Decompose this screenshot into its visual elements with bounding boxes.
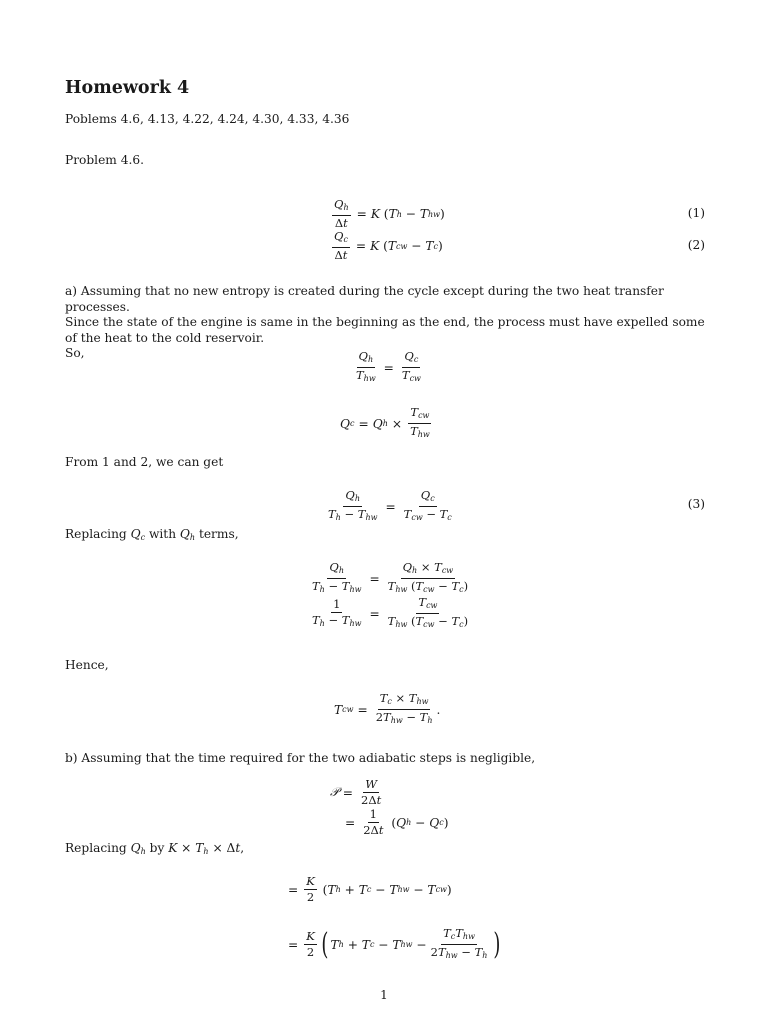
equation-power-3: = $\frac{K}{2}$ ( T h + T c − T hw − T cw ) bbox=[288, 874, 452, 904]
page-title: Homework 4 bbox=[65, 78, 190, 98]
equation-power-1: 𝒫 = $\frac{W}{2\Delta t}$ bbox=[330, 777, 382, 807]
so-text: So, bbox=[65, 346, 85, 360]
equation-power-4: = $\frac{K}{2}$ ( T h + T c − T hw − $\frac{T_cT_{hw}}{2T_{hw} - T_h}$ ) bbox=[288, 926, 501, 962]
from-text: From 1 and 2, we can get bbox=[65, 455, 224, 469]
equation-3: $\frac{Q_h}{T_h - T_{hw}}$ = $\frac{Q_c}{T_{cw} - T_c}$ bbox=[328, 488, 452, 522]
equation-qc: Q c = Q h × $\frac{T_{cw}}{T_{hw}}$ bbox=[340, 405, 430, 439]
equation-1: $\frac{Q_h}{\Delta t}$ = K ( T h − T hw ) bbox=[334, 197, 445, 230]
equation-power-2: = $\frac{1}{2\Delta t}$ ( Q h − Q c ) bbox=[345, 807, 449, 837]
problems-list: Poblems 4.6, 4.13, 4.22, 4.24, 4.30, 4.33, 4.36 bbox=[65, 112, 350, 126]
page-number: 1 bbox=[380, 988, 388, 1002]
hence-text: Hence, bbox=[65, 658, 109, 672]
part-b-text: b) Assuming that the time required for the two adiabatic steps is negligible, bbox=[65, 751, 536, 765]
equation-entropy-balance: $\frac{Q_h}{T_{hw}}$ = $\frac{Q_c}{T_{cw}}$ bbox=[356, 349, 421, 383]
equation-number-3: (3) bbox=[687, 497, 705, 511]
problem-heading: Problem 4.6. bbox=[65, 153, 144, 167]
equation-replacement-2: $\frac{1}{T_h - T_{hw}}$ = $\frac{T_{cw}}{T_{hw} (T_{cw} - T_c)}$ bbox=[312, 595, 469, 629]
equation-number-2: (2) bbox=[687, 238, 705, 252]
equation-tcw-result: T cw = $\frac{T_c \times T_{hw}}{2T_{hw} - T_h}$ . bbox=[334, 691, 441, 725]
replacing-b-text: Replacing $Q_h$ by $K \times T_h \times \Delta t$, bbox=[65, 841, 245, 856]
equation-2: $\frac{Q_c}{\Delta t}$ = K ( T cw − T c ) bbox=[334, 229, 443, 262]
part-a-line-1: a) Assuming that no new entropy is created during the cycle except during the two heat transfer processes. bbox=[65, 284, 664, 314]
equation-number-1: (1) bbox=[687, 206, 705, 220]
part-a-line-2: Since the state of the engine is same in the beginning as the end, the process must have expelled some of the heat to the cold reservoir. bbox=[65, 315, 705, 345]
equation-replacement-1: $\frac{Q_h}{T_h - T_{hw}}$ = $\frac{Q_h \times T_{cw}}{T_{hw} (T_{cw} - T_c)}$ bbox=[312, 560, 469, 594]
replacing-text: Replacing $Q_c$ with $Q_h$ terms, bbox=[65, 527, 239, 542]
